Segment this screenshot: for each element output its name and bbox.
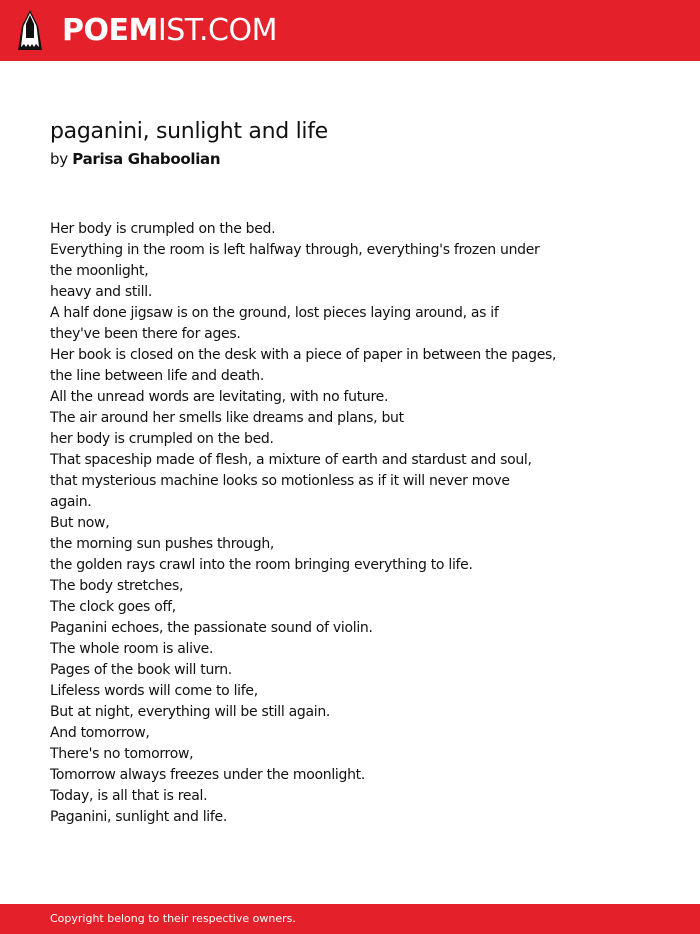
poem-line: Tomorrow always freezes under the moonlight.	[50, 767, 366, 783]
poem-line: Her book is closed on the desk with a piece of paper in between the pages,	[50, 347, 557, 363]
poem-line: There's no tomorrow,	[50, 746, 194, 762]
poem-title: paganini, sunlight and life	[50, 119, 328, 144]
poem-line: her body is crumpled on the bed.	[50, 431, 274, 447]
poem-line: the line between life and death.	[50, 368, 264, 384]
byline	[50, 148, 650, 170]
logo-bold-text: POEM	[62, 13, 158, 48]
site-header	[0, 0, 700, 61]
poem-line: Paganini echoes, the passionate sound of violin.	[50, 620, 373, 636]
poem-body	[50, 219, 570, 828]
poem-line: they've been there for ages.	[50, 326, 241, 342]
poem-line: That spaceship made of flesh, a mixture of earth and stardust and soul,	[50, 452, 532, 468]
logo-light-text: IST.COM	[157, 13, 277, 48]
site-logo[interactable]	[62, 13, 277, 49]
poem-line: Her body is crumpled on the bed.	[50, 221, 276, 237]
poem-line: heavy and still.	[50, 284, 152, 300]
poem-line: Pages of the book will turn.	[50, 662, 232, 678]
copyright-notice: Copyright belong to their respective owners.	[50, 912, 296, 925]
poem-line: The body stretches,	[50, 578, 184, 594]
poem-line: All the unread words are levitating, with no future.	[50, 389, 389, 405]
poem-line: Everything in the room is left halfway through, everything's frozen under	[50, 242, 540, 258]
poem-line: A half done jigsaw is on the ground, lost pieces laying around, as if	[50, 305, 499, 321]
author-name: Parisa Ghaboolian	[72, 150, 221, 168]
poem-line: the moonlight,	[50, 263, 149, 279]
poem-line: Today, is all that is real.	[50, 788, 208, 804]
poem-line: Paganini, sunlight and life.	[50, 809, 227, 825]
poem-line: But now,	[50, 515, 110, 531]
poem-line: The clock goes off,	[50, 599, 176, 615]
poem-line: again.	[50, 494, 92, 510]
poem-line: And tomorrow,	[50, 725, 150, 741]
poem-heading	[50, 116, 650, 170]
poem-line: the golden rays crawl into the room bringing everything to life.	[50, 557, 473, 573]
poem-line: But at night, everything will be still again.	[50, 704, 331, 720]
pencil-nib-icon	[18, 10, 42, 52]
poem-line: the morning sun pushes through,	[50, 536, 275, 552]
by-label: by	[50, 150, 68, 168]
site-footer	[0, 904, 700, 934]
poem-line: that mysterious machine looks so motionless as if it will never move	[50, 473, 510, 489]
poem-line: The air around her smells like dreams and plans, but	[50, 410, 404, 426]
poem-line: The whole room is alive.	[50, 641, 214, 657]
poem-line: Lifeless words will come to life,	[50, 683, 258, 699]
